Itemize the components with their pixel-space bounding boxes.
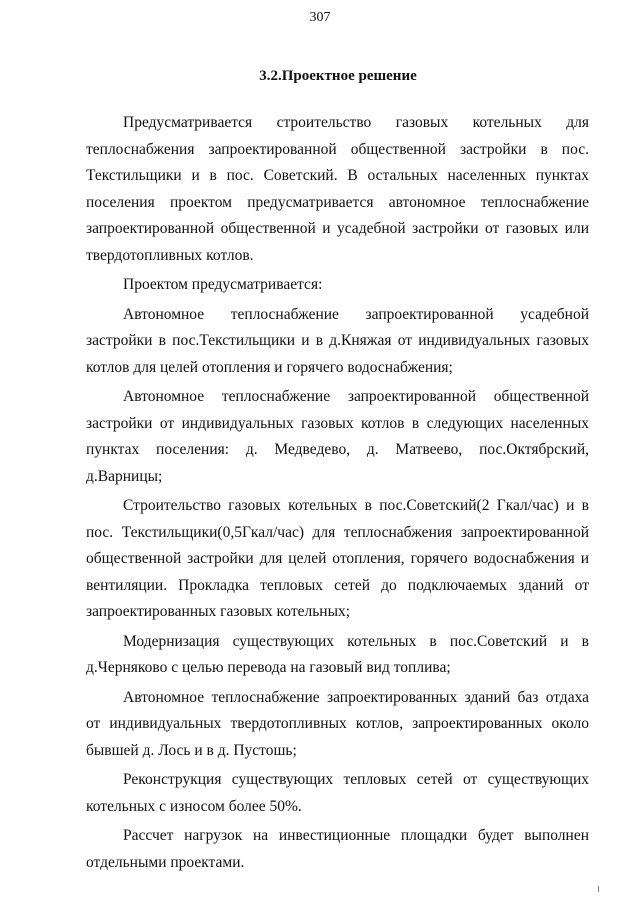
paragraph-item-1: Автономное теплоснабжение запроектированной усадебной застройки в пос.Текстильщики и в д.Княжая от индивидуальных газовых котлов для целей отопления и горячего водоснабжения; (86, 305, 589, 376)
paragraph-item-3: Строительство газовых котельных в пос.Советский(2 Гкал/час) и в пос. Текстильщики(0,5Гкал/час) для теплоснабжения запроектированной общественной застройки для целей отопления, горячего водоснабжения и вентиляции. Прокладка тепловых сетей до подключаемых зданий от запроектированных газовых котельных; (86, 497, 589, 620)
paragraph-item-2: Автономное теплоснабжение запроектированной общественной застройки от индивидуальных газовых котлов в следующих населенных пунктах поселения: д. Медведево, д. Матвеево, пос.Октябрский, д.Варницы; (86, 388, 589, 485)
paragraph-intro: Предусматривается строительство газовых котельных для теплоснабжения запроектированной общественной застройки в пос. Текстильщики и в пос. Советский. В остальных населенных пунктах поселения проектом предусматривается автономное теплоснабжение запроектированной общественной и усадебной застройки от газовых или твердотопливных котлов. (86, 114, 589, 264)
paragraph-item-4: Модернизация существующих котельных в пос.Советский и в д.Черняково с целью перевода на газовый вид топлива; (86, 632, 589, 676)
document-body (86, 110, 589, 876)
paragraph-list-heading: Проектом предусматривается: (123, 276, 323, 293)
paragraph-conclusion: Рассчет нагрузок на инвестиционные площадки будет выполнен отдельными проектами. (86, 827, 589, 871)
section-title: 3.2.Проектное решение (259, 68, 417, 84)
page-number: 307 (309, 10, 331, 25)
scan-mark (598, 886, 599, 892)
paragraph-item-6: Реконструкция существующих тепловых сетей от существующих котельных с износом более 50%. (86, 771, 589, 815)
paragraph-item-5: Автономное теплоснабжение запроектированных зданий баз отдаха от индивидуальных твердотопливных котлов, запроектированных около бывшей д. Лось и в д. Пустошь; (86, 688, 589, 759)
